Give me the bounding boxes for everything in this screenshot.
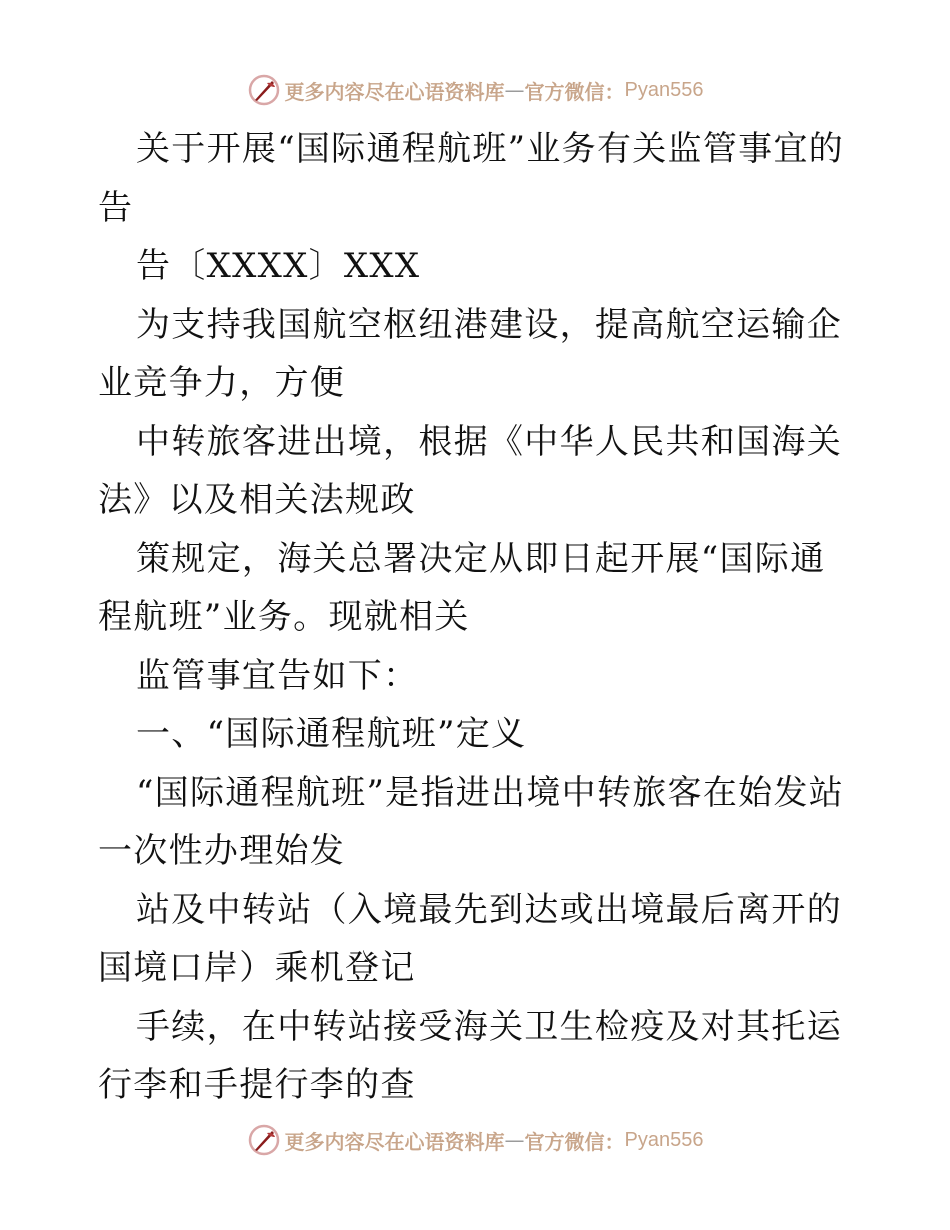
watermark-text: 更多内容尽在心语资料库: [284, 79, 505, 104]
watermark-wechat-label: 官方微信：: [524, 79, 625, 104]
header-watermark: [0, 70, 950, 110]
body-paragraph: 监管事宜告如下：: [136, 655, 419, 696]
body-paragraph: 为支持我国航空枢纽港建设，提高航空运输企业竞争力，方便: [98, 304, 842, 403]
footer-watermark: [0, 1120, 950, 1160]
quill-logo-icon: [247, 1123, 281, 1157]
body-paragraph: 站及中转站（入境最先到达或出境最后离开的国境口岸）乘机登记: [98, 889, 842, 988]
body-paragraph: 策规定，海关总署决定从即日起开展“国际通程航班”业务。现就相关: [98, 538, 826, 637]
section-heading: 一、“国际通程航班”定义: [136, 714, 527, 754]
document-title: 关于开展“国际通程航班”业务有关监管事宜的告: [98, 129, 845, 228]
watermark-wechat-label: 官方微信：: [524, 1129, 625, 1154]
watermark-wechat-id: Pyan556: [624, 1128, 704, 1151]
document-body: [98, 120, 858, 1115]
body-paragraph: 中转旅客进出境，根据《中华人民共和国海关法》以及相关法规政: [98, 421, 842, 520]
watermark-separator: —: [504, 78, 525, 102]
watermark-separator: —: [504, 1128, 525, 1152]
body-paragraph: 手续，在中转站接受海关卫生检疫及对其托运行李和手提行李的查: [98, 1006, 842, 1105]
document-number: 告〔XXXX〕XXX: [136, 246, 421, 286]
watermark-wechat-id: Pyan556: [624, 78, 704, 101]
quill-logo-icon: [247, 73, 281, 107]
watermark-text: 更多内容尽在心语资料库: [284, 1129, 505, 1154]
body-paragraph: “国际通程航班”是指进出境中转旅客在始发站一次性办理始发: [98, 772, 845, 871]
